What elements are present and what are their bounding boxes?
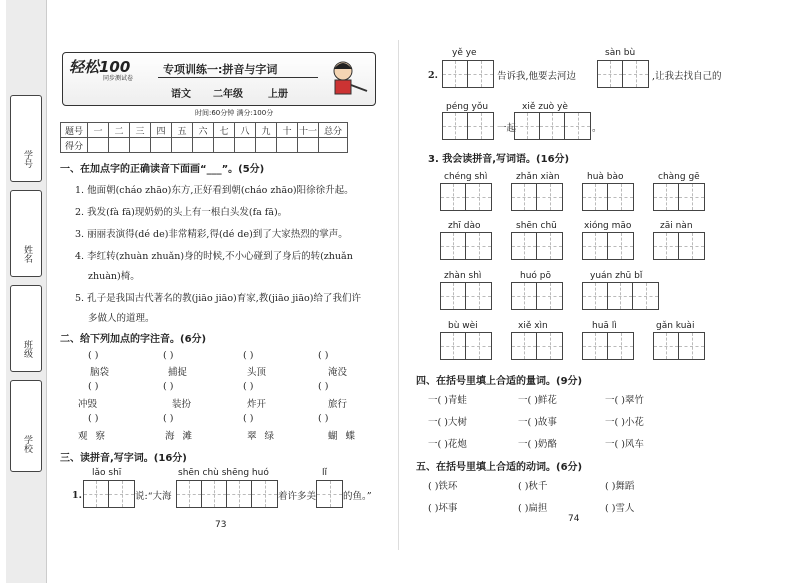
word-grid[interactable] [511, 282, 563, 310]
score-header-cell: 十 [277, 123, 298, 138]
pinyin: huā lì [592, 321, 617, 331]
q4-item[interactable]: 一( )风车 [605, 439, 644, 450]
q3-item-number: 2. [428, 70, 438, 81]
q2-title: 二、给下列加点的字注音。(6分) [60, 334, 207, 345]
student-id-label: 学号 [22, 150, 32, 168]
score-cell[interactable] [109, 138, 130, 153]
header-subject: 语文 [171, 89, 191, 100]
q5-item[interactable]: ( )铁环 [428, 481, 458, 492]
word-grid[interactable] [582, 332, 634, 360]
score-cell[interactable] [193, 138, 214, 153]
q4-item[interactable]: 一( )奶酪 [518, 439, 557, 450]
pinyin: chéng shì [444, 172, 488, 182]
q4-item[interactable]: 一( )小花 [605, 417, 644, 428]
q3-text: 一起 [497, 123, 517, 134]
score-cell[interactable] [88, 138, 109, 153]
binding-sidebar [0, 0, 48, 583]
score-cell[interactable] [172, 138, 193, 153]
q5-item[interactable]: ( )舞蹈 [605, 481, 635, 492]
writing-grid[interactable] [316, 480, 343, 508]
answer-paren[interactable]: ( ) [318, 381, 329, 392]
q1-item-cont: zhuàn)椅。 [88, 271, 140, 282]
pinyin: zāi nàn [660, 221, 693, 231]
q4-item[interactable]: 一( )故事 [518, 417, 557, 428]
header-banner [62, 52, 376, 106]
q4-title: 四、在括号里填上合适的量词。(9分) [416, 376, 583, 387]
score-label-cell: 得分 [61, 138, 88, 153]
pinyin: zhī dào [448, 221, 481, 231]
q4-item[interactable]: 一( )鲜花 [518, 395, 557, 406]
answer-paren[interactable]: ( ) [163, 413, 174, 424]
score-cell[interactable] [130, 138, 151, 153]
logo-subtitle: 同步测试卷 [103, 75, 134, 82]
word-grid[interactable] [653, 232, 705, 260]
q2-word: 捕捉 [168, 367, 188, 378]
word-grid[interactable] [582, 183, 634, 211]
word-grid[interactable] [582, 232, 634, 260]
answer-paren[interactable]: ( ) [88, 381, 99, 392]
pinyin: yuán zhū bǐ [590, 271, 643, 281]
score-header-cell: 十一 [298, 123, 319, 138]
q1-item: 2. 我发(fà fā)现奶奶的头上有一根白头发(fa fā)。 [75, 207, 288, 218]
score-header-cell: 九 [256, 123, 277, 138]
q5-item[interactable]: ( )秋千 [518, 481, 548, 492]
exam-meta: 时间:60分钟 满分:100分 [195, 109, 274, 117]
logo: 轻松100 [69, 58, 131, 76]
score-table-header-row [61, 123, 348, 138]
word-grid[interactable] [440, 332, 492, 360]
word-grid[interactable] [511, 332, 563, 360]
q5-title: 五、在括号里填上合适的动词。(6分) [416, 462, 583, 473]
q3-text: 。 [592, 123, 602, 134]
q1-item: 4. 李红转(zhuàn zhuǎn)身的时候,不小心碰到了身后的转(zhuǎn [75, 251, 353, 262]
score-cell[interactable] [319, 138, 348, 153]
score-header-cell: 七 [214, 123, 235, 138]
q2-word: 海滩 [165, 431, 201, 442]
answer-paren[interactable]: ( ) [243, 350, 254, 361]
score-header-cell: 五 [172, 123, 193, 138]
score-header-cell: 三 [130, 123, 151, 138]
q4-item[interactable]: 一( )青蛙 [428, 395, 467, 406]
q3-text: ,让我去找自己的 [652, 71, 722, 82]
class-label: 班级 [22, 340, 32, 358]
word-grid[interactable] [511, 232, 563, 260]
school-box [10, 380, 42, 472]
score-table-score-row [61, 138, 348, 153]
word-grid[interactable] [440, 183, 492, 211]
pinyin: zhǎn xiàn [516, 172, 560, 182]
q2-word: 装扮 [172, 399, 192, 410]
page-number-left: 73 [215, 520, 227, 530]
word-grid[interactable] [440, 282, 492, 310]
writing-grid[interactable] [514, 112, 591, 140]
q2-word: 淹没 [328, 367, 348, 378]
score-cell[interactable] [235, 138, 256, 153]
q2-word: 观察 [78, 431, 114, 442]
q2-word: 蝴蝶 [328, 431, 364, 442]
pinyin: sàn bù [605, 48, 636, 58]
q5-item[interactable]: ( )雪人 [605, 503, 635, 514]
q4-item[interactable]: 一( )花炮 [428, 439, 467, 450]
score-header-cell: 题号 [61, 123, 88, 138]
q2-word: 头顶 [247, 367, 267, 378]
page-gutter [398, 40, 399, 550]
q2-word: 炸开 [247, 399, 267, 410]
pinyin: bù wèi [448, 321, 478, 331]
student-id-box [10, 95, 42, 182]
score-header-cell: 八 [235, 123, 256, 138]
score-table [60, 122, 348, 153]
header-volume: 上册 [268, 89, 288, 100]
answer-paren[interactable]: ( ) [243, 413, 254, 424]
score-cell[interactable] [214, 138, 235, 153]
pinyin: xióng māo [584, 221, 632, 231]
pinyin: shēn chù shēng huó [178, 468, 269, 478]
q2-word: 冲毁 [78, 399, 98, 410]
q3-sub3-title: 3. 我会读拼音,写词语。(16分) [428, 154, 570, 165]
answer-paren[interactable]: ( ) [163, 350, 174, 361]
name-label: 姓名 [22, 245, 32, 263]
writing-grid[interactable] [176, 480, 278, 508]
q4-item[interactable]: 一( )翠竹 [605, 395, 644, 406]
score-header-cell: 二 [109, 123, 130, 138]
score-cell[interactable] [256, 138, 277, 153]
q3-text: 告诉我,他要去河边 [497, 71, 577, 82]
answer-paren[interactable]: ( ) [88, 350, 99, 361]
pinyin: huà bào [587, 172, 624, 182]
q3-item-number: 1. [72, 490, 82, 501]
score-header-cell: 总分 [319, 123, 348, 138]
writing-grid[interactable] [83, 480, 135, 508]
answer-paren[interactable]: ( ) [318, 413, 329, 424]
q1-item: 5. 孔子是我国古代著名的教(jiāo jiāo)育家,教(jiāo jiāo)给了我们许 [75, 293, 361, 304]
pinyin: shēn chū [516, 221, 557, 231]
writing-grid[interactable] [597, 60, 649, 88]
class-box [10, 285, 42, 372]
q1-title: 一、在加点字的正确读音下面画“___”。(5分) [60, 164, 265, 175]
score-header-cell: 四 [151, 123, 172, 138]
q5-item[interactable]: ( )扁担 [518, 503, 548, 514]
school-label: 学校 [22, 435, 32, 453]
score-cell[interactable] [298, 138, 319, 153]
header-title: 专项训练一:拼音与字词 [163, 63, 278, 76]
q3-title: 三、读拼音,写字词。(16分) [60, 453, 187, 464]
pinyin: huó pō [520, 271, 551, 281]
q3-text: 说:“大海 [135, 491, 172, 502]
pinyin: péng yǒu [446, 102, 489, 112]
pinyin: lǎo shī [92, 468, 122, 478]
q2-word: 翠绿 [247, 431, 283, 442]
header-grade: 二年级 [213, 89, 243, 100]
word-grid[interactable] [511, 183, 563, 211]
writing-grid[interactable] [442, 60, 494, 88]
q3-text: 着许多美 [278, 491, 317, 502]
q1-item: 3. 丽丽表演得(dé de)非常精彩,得(dé de)到了大家热烈的掌声。 [75, 229, 348, 240]
score-cell[interactable] [277, 138, 298, 153]
pinyin: gǎn kuài [656, 321, 695, 331]
q4-item[interactable]: 一( )大树 [428, 417, 467, 428]
score-header-cell: 一 [88, 123, 109, 138]
pinyin: yě ye [452, 48, 477, 58]
name-box [10, 190, 42, 277]
q5-item[interactable]: ( )坏事 [428, 503, 458, 514]
score-header-cell: 六 [193, 123, 214, 138]
q1-item-cont: 多做人的道理。 [88, 313, 155, 324]
word-grid[interactable] [653, 183, 705, 211]
pinyin: xiě zuò yè [522, 102, 568, 112]
pinyin: lǐ [322, 468, 328, 478]
word-grid[interactable] [440, 232, 492, 260]
answer-paren[interactable]: ( ) [88, 413, 99, 424]
header-divider [158, 77, 318, 78]
pinyin: chàng gē [658, 172, 700, 182]
q2-word: 脑袋 [90, 367, 110, 378]
answer-paren[interactable]: ( ) [163, 381, 174, 392]
score-cell[interactable] [151, 138, 172, 153]
q1-item: 1. 他面朝(cháo zhāo)东方,正好看到朝(cháo zhāo)阳徐徐升起。 [75, 185, 354, 196]
word-grid[interactable] [653, 332, 705, 360]
word-grid[interactable] [582, 282, 659, 310]
mascot-icon [323, 57, 369, 99]
writing-grid[interactable] [442, 112, 494, 140]
page-number-right: 74 [568, 514, 580, 524]
q3-text: 的鱼。” [343, 491, 372, 502]
answer-paren[interactable]: ( ) [243, 381, 254, 392]
answer-paren[interactable]: ( ) [318, 350, 329, 361]
pinyin: xiě xìn [518, 321, 548, 331]
pinyin: zhàn shì [444, 271, 482, 281]
q2-word: 旅行 [328, 399, 348, 410]
